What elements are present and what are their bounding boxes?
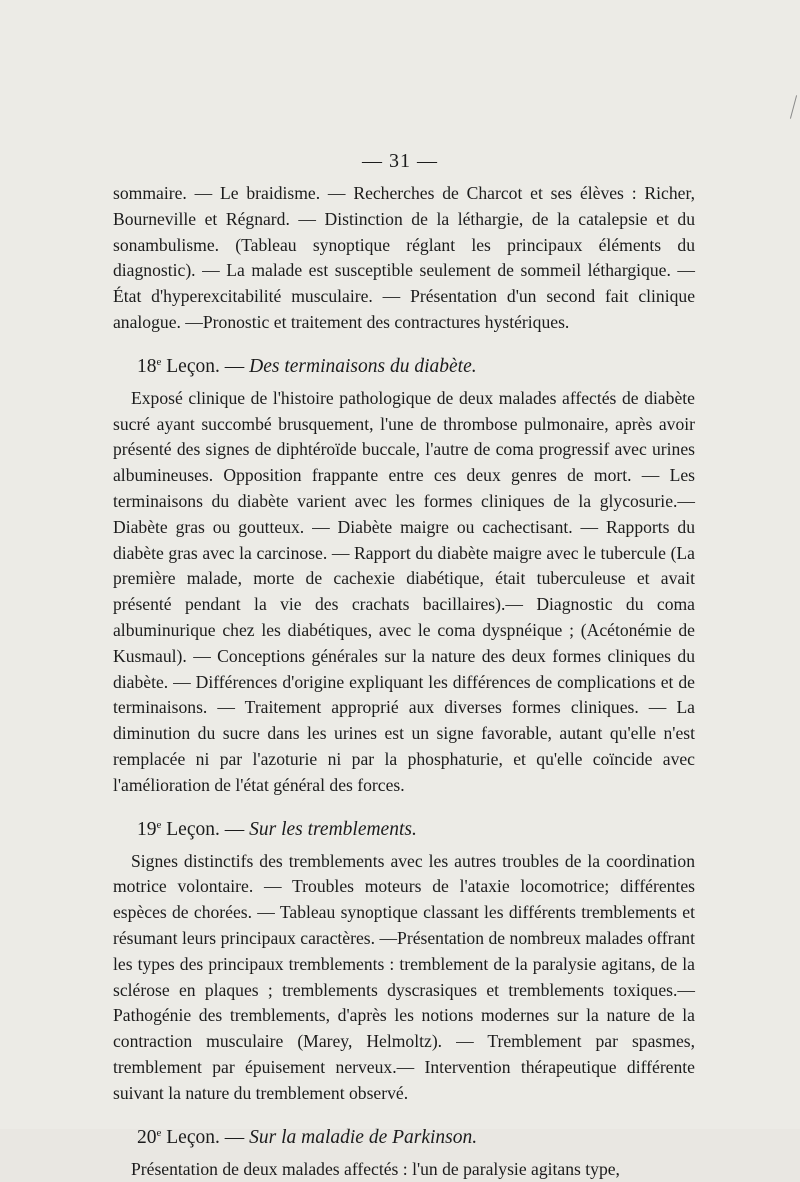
intro-paragraph: sommaire. — Le braidisme. — Recherches de Charcot et ses élèves : Richer, Bourneville et Régnard. — Distinction de la léthargie, de la catalepsie et du sonambulisme. (Tableau synoptique réglant les principaux éléments du diagnostic). — La malade est susceptible seulement de sommeil léthargique. — État d'hyperexcitabilité musculaire. — Présentation d'un second fait clinique analogue. —Pronostic et traitement des contractures hystériques. (113, 181, 695, 336)
lesson-title: Sur la maladie de Parkinson. (249, 1127, 477, 1148)
lesson-title: Sur les tremblements. (249, 819, 417, 840)
lesson-20-body: Présentation de deux malades affectés : l'un de paralysie agitans type, (113, 1157, 695, 1182)
lesson-19-heading (113, 812, 695, 843)
lesson-18-body: Exposé clinique de l'histoire pathologique de deux malades affectés de diabète sucré ayant succombé brusquement, l'une de thrombose pulmonaire, après avoir présenté des signes de diphtéroïde buccale, l'autre de coma progressif avec urines albumineuses. Opposition frappante entre ces deux genres de mort. — Les terminaisons du diabète varient avec les formes cliniques de la glycosurie.— Diabète gras ou goutteux. — Diabète maigre ou cachectisant. — Rapports du diabète gras avec la carcinose. — Rapport du diabète maigre avec le tubercule (La première malade, morte de cachexie diabétique, était tuberculeuse et avait présenté pendant la vie des crachats bacillaires).— Diagnostic du coma albuminurique chez les diabétiques, avec le coma dyspnéique ; (Acétonémie de Kusmaul). — Conceptions générales sur la nature des deux formes cliniques du diabète. — Différences d'origine expliquant les différences de complications et de terminaisons. — Traitement approprié aux diverses formes cliniques. — La diminution du sucre dans les urines est un signe favorable, autant qu'elle n'est remplacée ni par l'azoturie ni par la phosphaturie, et qu'elle coïncide avec l'amélioration de l'état général des forces. (113, 386, 695, 799)
lesson-18-heading (113, 349, 695, 380)
lesson-label: Leçon. — (161, 356, 249, 377)
lesson-ordinal: e (157, 1127, 162, 1139)
lesson-ordinal: e (157, 356, 162, 368)
margin-mark (790, 95, 797, 118)
lesson-19-body: Signes distinctifs des tremblements avec les autres troubles de la coordination motrice volontaire. — Troubles moteurs de l'ataxie locomotrice; différentes espèces de chorées. — Tableau synoptique classant les différents tremblements et résumant leurs principaux caractères. —Présentation de nombreux malades offrant les types des principaux tremblements : tremblement de la paralysie agitans, de la sclérose en plaques ; tremblements dyscrasiques et tremblements toxiques.— Pathogénie des tremblements, d'après les notions modernes sur la nature de la contraction musculaire (Marey, Helmoltz). — Tremblement par spasmes, tremblement par épuisement nerveux.— Intervention thérapeutique différente suivant la nature du tremblement observé. (113, 849, 695, 1107)
lesson-number: 19 (137, 819, 157, 840)
lesson-ordinal: e (157, 819, 162, 831)
lesson-number: 20 (137, 1127, 157, 1148)
page-content (113, 181, 695, 1182)
page-number: — 31 — (0, 150, 800, 173)
lesson-label: Leçon. — (161, 819, 249, 840)
lesson-number: 18 (137, 356, 157, 377)
lesson-label: Leçon. — (161, 1127, 249, 1148)
lesson-20-heading (113, 1120, 695, 1151)
lesson-title: Des terminaisons du diabète. (249, 356, 476, 377)
